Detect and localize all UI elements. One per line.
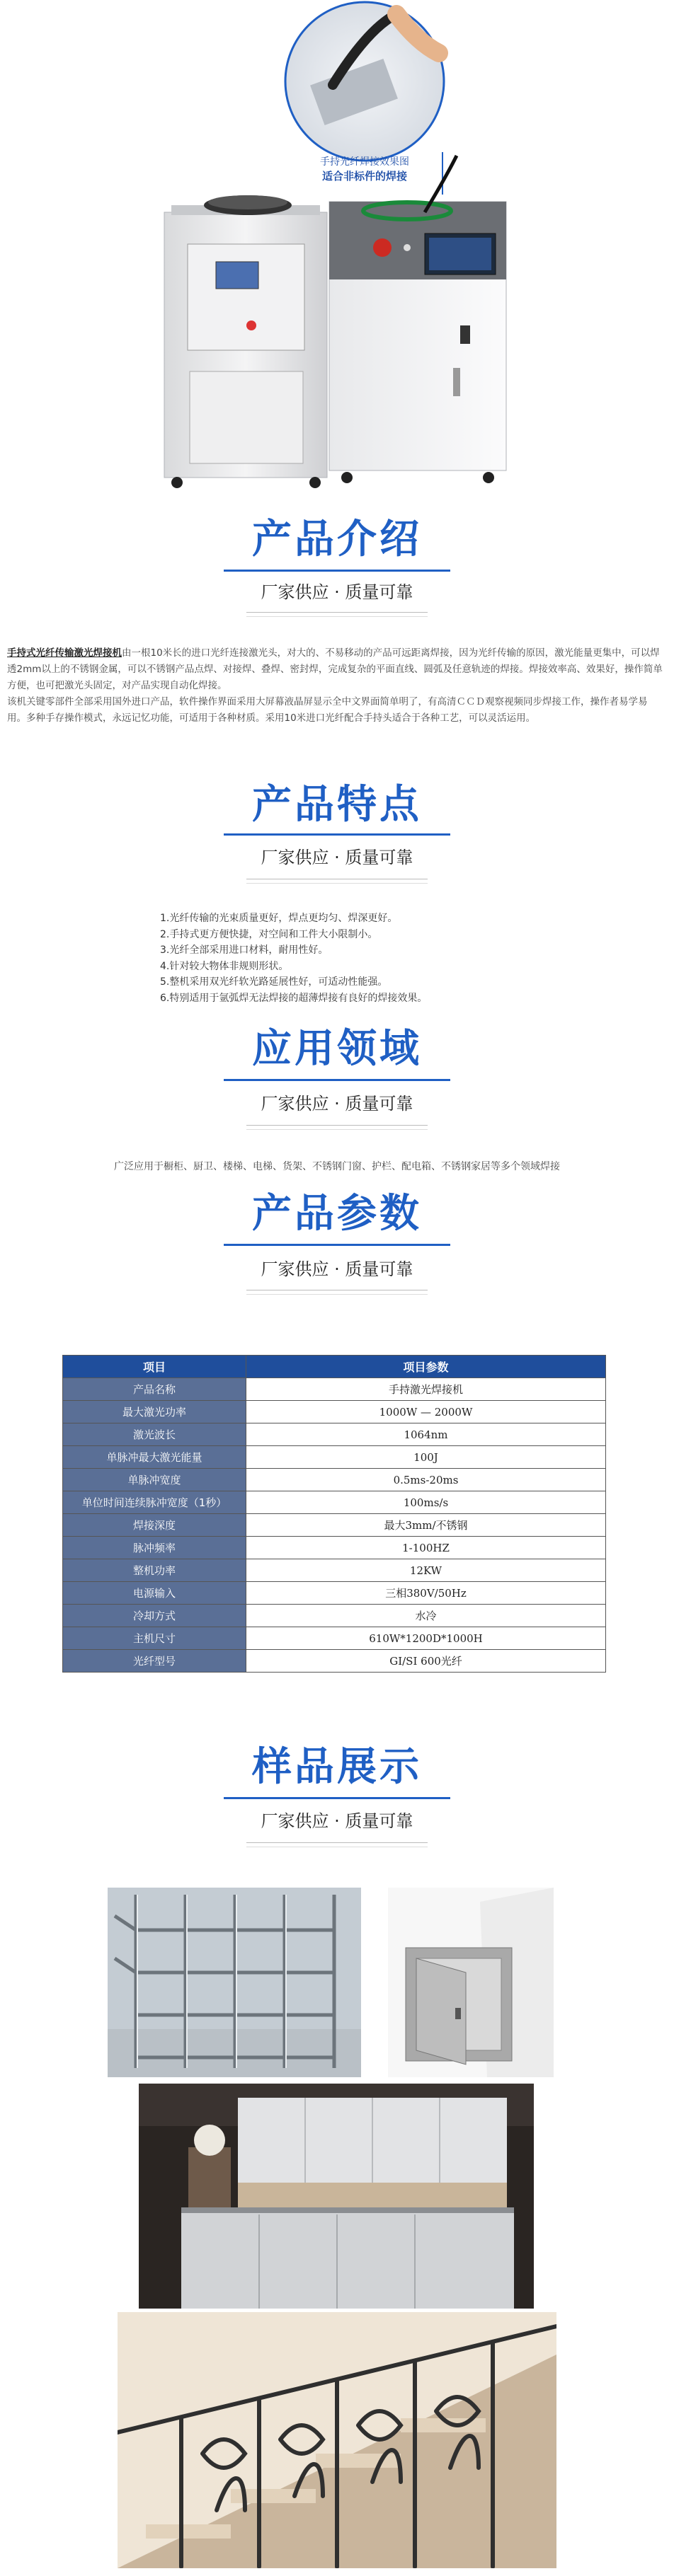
spec-value: 12KW <box>246 1559 606 1582</box>
table-row <box>63 1401 606 1423</box>
spec-value: 100J <box>246 1446 606 1469</box>
features-title: 产品特点 <box>252 782 422 828</box>
spec-header-row <box>63 1356 606 1378</box>
table-row <box>63 1423 606 1446</box>
application-title: 应用领域 <box>252 1026 422 1072</box>
spec-key: 最大激光功率 <box>63 1401 246 1423</box>
sample-photo-shelving <box>108 1888 361 2077</box>
spec-key: 焊接深度 <box>63 1514 246 1537</box>
table-row <box>63 1559 606 1582</box>
intro-subtitle: 厂家供应 · 质量可靠 <box>261 582 413 602</box>
params-title: 产品参数 <box>252 1191 422 1237</box>
samples-title: 样品展示 <box>252 1744 422 1790</box>
spec-key: 单脉冲宽度 <box>63 1469 246 1491</box>
spec-key: 电源输入 <box>63 1582 246 1605</box>
table-row <box>63 1582 606 1605</box>
feature-item: 2.手持式更方便快捷，对空间和工件大小限制小。 <box>160 928 378 940</box>
table-row <box>63 1627 606 1650</box>
intro-paragraph-2: 该机关键零部件全部采用国外进口产品，软件操作界面采用大屏幕液晶屏显示全中文界面简单明了，有高清ＣＣＤ观察视频同步焊接工作，操作者易学易用。多种手存操作模式，永远记忆功能，可适用于各种材质。采用10米进口光纤配合手持头适合于各种工艺，可以灵活运用。 <box>7 696 648 724</box>
table-row <box>63 1650 606 1673</box>
table-row <box>63 1378 606 1401</box>
feature-item: 5.整机采用双光纤软光路延展性好，可适动性能强。 <box>160 976 388 988</box>
spec-key: 产品名称 <box>63 1378 246 1401</box>
table-row <box>63 1605 606 1627</box>
params-divider-2 <box>246 1294 428 1295</box>
spec-value: GI/SI 600光纤 <box>246 1650 606 1673</box>
params-subtitle: 厂家供应 · 质量可靠 <box>261 1259 413 1279</box>
table-row <box>63 1446 606 1469</box>
intro-text-1: 由一根10米长的进口光纤连接激光头，对大的、不易移动的产品可远距离焊接，因为光纤传输的原因，激光能量更集中，可以焊透2mm以上的不锈钢金属，可以不锈钢产品点焊、对接焊、叠焊、密封焊，完成复杂的平面直线、圆弧及任意轨迹的焊接。焊接效率高、效果好，操作简单方便，也可把激光头固定，对产品实现自动化焊接。 <box>7 647 663 691</box>
intro-product-name: 手持式光纤传输激光焊接机 <box>7 647 122 659</box>
intro-title-underline <box>224 570 450 572</box>
table-row <box>63 1469 606 1491</box>
spec-value: 最大3mm/不锈钢 <box>246 1514 606 1537</box>
feature-item: 6.特别适用于氩弧焊无法焊接的超薄焊接有良好的焊接效果。 <box>160 992 428 1004</box>
spec-header-value: 项目参数 <box>246 1356 606 1378</box>
spec-key: 单位时间连续脉冲宽度（1秒） <box>63 1491 246 1514</box>
spec-key: 整机功率 <box>63 1559 246 1582</box>
intro-title: 产品介绍 <box>252 516 422 562</box>
callout-caption-1: 手持光纤焊接效果图 <box>320 156 409 168</box>
samples-divider <box>246 1842 428 1843</box>
samples-subtitle: 厂家供应 · 质量可靠 <box>261 1811 413 1831</box>
spec-value: 1000W — 2000W <box>246 1401 606 1423</box>
intro-divider-2 <box>246 616 428 617</box>
intro-paragraph-1 <box>7 645 666 694</box>
callout-caption-2: 适合非标件的焊接 <box>321 170 407 183</box>
intro-divider <box>246 612 428 613</box>
sample-photo-distribution-box <box>388 1888 554 2077</box>
table-row <box>63 1491 606 1514</box>
spec-value: 100ms/s <box>246 1491 606 1514</box>
spec-key: 激光波长 <box>63 1423 246 1446</box>
spec-value: 610W*1200D*1000H <box>246 1627 606 1650</box>
table-row <box>63 1537 606 1559</box>
spec-value: 手持激光焊接机 <box>246 1378 606 1401</box>
samples-title-underline <box>224 1797 450 1799</box>
application-text: 广泛应用于橱柜、厨卫、楼梯、电梯、货架、不锈钢门窗、护栏、配电箱、不锈钢家居等多个领域焊接 <box>114 1161 560 1172</box>
sample-photo-stair-railing <box>118 2312 556 2568</box>
feature-item: 1.光纤传输的光束质量更好，焊点更均匀、焊深更好。 <box>160 913 398 924</box>
spec-value: 三相380V/50Hz <box>246 1582 606 1605</box>
spec-value: 1064nm <box>246 1423 606 1446</box>
spec-key: 光纤型号 <box>63 1650 246 1673</box>
spec-value: 水冷 <box>246 1605 606 1627</box>
hero-product-image <box>0 0 674 495</box>
feature-item: 3.光纤全部采用进口材料，耐用性好。 <box>160 945 329 956</box>
spec-key: 脉冲频率 <box>63 1537 246 1559</box>
application-subtitle: 厂家供应 · 质量可靠 <box>261 1094 413 1114</box>
application-divider-2 <box>246 1129 428 1130</box>
features-subtitle: 厂家供应 · 质量可靠 <box>261 848 413 867</box>
application-title-underline <box>224 1079 450 1081</box>
spec-key: 单脉冲最大激光能量 <box>63 1446 246 1469</box>
features-divider-2 <box>246 883 428 884</box>
sample-photo-kitchen <box>139 2084 534 2309</box>
spec-table <box>62 1355 606 1673</box>
application-divider <box>246 1125 428 1126</box>
spec-key: 主机尺寸 <box>63 1627 246 1650</box>
features-title-underline <box>224 833 450 836</box>
spec-value: 0.5ms-20ms <box>246 1469 606 1491</box>
feature-item: 4.针对较大物体非规则形状。 <box>160 960 289 972</box>
table-row <box>63 1514 606 1537</box>
features-list <box>160 911 556 1006</box>
spec-header-item: 项目 <box>63 1356 246 1378</box>
params-title-underline <box>224 1244 450 1246</box>
spec-key: 冷却方式 <box>63 1605 246 1627</box>
spec-value: 1-100HZ <box>246 1537 606 1559</box>
